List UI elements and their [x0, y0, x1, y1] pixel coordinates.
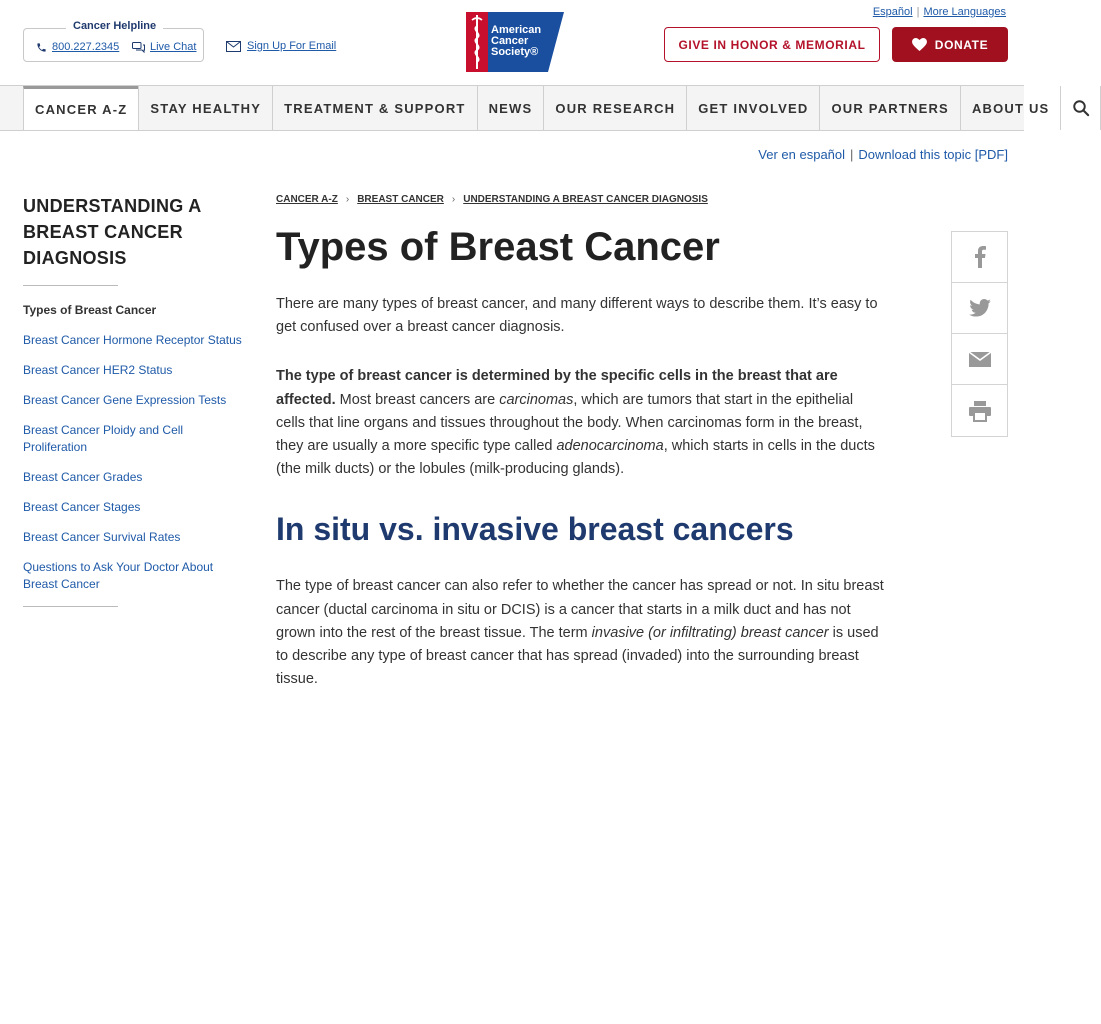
breadcrumb-separator: › [451, 194, 456, 205]
nav-item-stay-healthy[interactable]: STAY HEALTHY [138, 86, 272, 130]
helpline-title: Cancer Helpline [66, 20, 163, 32]
phone-icon [36, 42, 47, 53]
main-nav-items [23, 86, 1101, 130]
sidebar-list [23, 302, 245, 593]
logo-line1: American [491, 24, 542, 36]
live-chat-label[interactable]: Live Chat [150, 41, 197, 53]
sidebar-item-grades[interactable]: Breast Cancer Grades [23, 470, 143, 484]
nav-item-cancer-a-z[interactable]: CANCER A-Z [23, 86, 138, 130]
in-situ-paragraph [276, 575, 884, 691]
utility-links: Ver en español | Download this topic [PDF] [758, 147, 1008, 162]
donate-button[interactable] [892, 27, 1008, 62]
language-links: Español | More Languages [872, 6, 1006, 18]
sidebar-title: UNDERSTANDING A BREAST CANCER DIAGNOSIS [23, 196, 201, 268]
nav-item-treatment-support[interactable]: TREATMENT & SUPPORT [272, 86, 476, 130]
email-icon [969, 352, 991, 367]
nav-item-get-involved[interactable]: GET INVOLVED [686, 86, 819, 130]
section-sidebar [23, 193, 245, 607]
helpline-phone-link[interactable] [36, 41, 119, 53]
share-email-button[interactable] [952, 334, 1007, 385]
breadcrumb-understanding-diagnosis[interactable]: UNDERSTANDING A BREAST CANCER DIAGNOSIS [463, 194, 708, 205]
nav-item-our-partners[interactable]: OUR PARTNERS [819, 86, 959, 130]
share-facebook-button[interactable] [952, 232, 1007, 283]
sidebar-divider-bottom [23, 606, 118, 607]
twitter-icon [969, 299, 991, 317]
sidebar-item-survival-rates[interactable]: Breast Cancer Survival Rates [23, 530, 181, 544]
text-run: Most breast cancers are [335, 391, 500, 408]
helpline-phone-number[interactable]: 800.227.2345 [52, 41, 120, 53]
nav-item-news[interactable]: NEWS [477, 86, 544, 130]
breadcrumb-cancer-a-z[interactable]: CANCER A-Z [276, 194, 338, 205]
nav-search-button[interactable] [1060, 86, 1101, 130]
sidebar-divider [23, 285, 118, 286]
print-icon [969, 401, 991, 421]
espanol-link[interactable]: Español [872, 6, 913, 18]
term-adenocarcinoma: adenocarcinoma [556, 438, 664, 455]
share-rail [951, 231, 1008, 437]
sidebar-item-questions-doctor[interactable]: Questions to Ask Your Doctor About Breast Cancer [23, 560, 214, 591]
sidebar-item-gene-expression-tests[interactable]: Breast Cancer Gene Expression Tests [23, 393, 227, 407]
text-run: is used to describe any type of breast cancer that has spread (invaded) into the surrounding breast tissue. [276, 624, 879, 688]
envelope-icon [226, 41, 241, 52]
main-nav [0, 85, 1050, 131]
breadcrumb-separator: › [345, 194, 350, 205]
email-signup-label[interactable]: Sign Up For Email [247, 40, 337, 52]
term-carcinomas: carcinomas [499, 391, 574, 408]
heart-icon [912, 38, 927, 51]
share-print-button[interactable] [952, 385, 1007, 436]
cell-type-lead: The type of breast cancer is determined by the specific cells in the breast that are affected. [276, 368, 838, 408]
breadcrumb-breast-cancer[interactable]: BREAST CANCER [357, 194, 444, 205]
nav-item-about-us[interactable]: ABOUT US [960, 86, 1061, 130]
sidebar-item-types-of-breast-cancer[interactable]: Types of Breast Cancer [23, 303, 157, 317]
give-honor-memorial-button[interactable]: GIVE IN HONOR & MEMORIAL [664, 27, 880, 62]
facebook-icon [974, 246, 986, 268]
text-run: , which are tumors that start in the epithelial cells that line organs and tissues throughout the body. When carcinomas form in the breast, they are usually a more specific type called [276, 391, 863, 455]
chat-icon [132, 42, 145, 53]
sidebar-item-her2-status[interactable]: Breast Cancer HER2 Status [23, 363, 173, 377]
text-run: , which starts in cells in the ducts (the milk ducts) or the lobules (milk-producing glands). [276, 438, 875, 478]
logo-line3: Society® [491, 46, 539, 58]
article [276, 194, 884, 691]
sidebar-item-stages[interactable]: Breast Cancer Stages [23, 500, 141, 514]
download-pdf-link[interactable]: Download this topic [PDF] [858, 147, 1008, 162]
sidebar-item-hormone-receptor-status[interactable]: Breast Cancer Hormone Receptor Status [23, 333, 242, 347]
intro-paragraph: There are many types of breast cancer, and many different ways to describe them. It’s easy to get confused over a breast cancer diagnosis. [276, 296, 878, 336]
more-languages-link[interactable]: More Languages [923, 6, 1006, 18]
logo-line2: Cancer [491, 35, 529, 47]
cancer-helpline [23, 20, 204, 62]
logo-wordmark [491, 25, 541, 58]
term-invasive: invasive (or infiltrating) breast cancer [591, 624, 829, 641]
nav-item-our-research[interactable]: OUR RESEARCH [543, 86, 686, 130]
ver-en-espanol-link[interactable]: Ver en español [758, 147, 846, 162]
sidebar-item-ploidy-cell-proliferation[interactable]: Breast Cancer Ploidy and Cell Proliferation [23, 423, 184, 454]
search-icon [1072, 99, 1090, 117]
section-heading-in-situ-invasive: In situ vs. invasive breast cancers [276, 511, 794, 548]
breadcrumb [276, 194, 884, 205]
donate-label: DONATE [934, 37, 989, 52]
cell-type-paragraph [276, 365, 884, 481]
live-chat-link[interactable] [132, 41, 196, 53]
text-run: The type of breast cancer can also refer to whether the cancer has spread or not. In situ breast cancer (ductal carcinoma in situ or DCIS) is a cancer that starts in a milk duct and has not grown into the rest of the breast tissue. The term [276, 578, 884, 641]
share-twitter-button[interactable] [952, 283, 1007, 334]
email-signup-link[interactable] [226, 40, 336, 52]
page-title: Types of Breast Cancer [276, 225, 720, 269]
